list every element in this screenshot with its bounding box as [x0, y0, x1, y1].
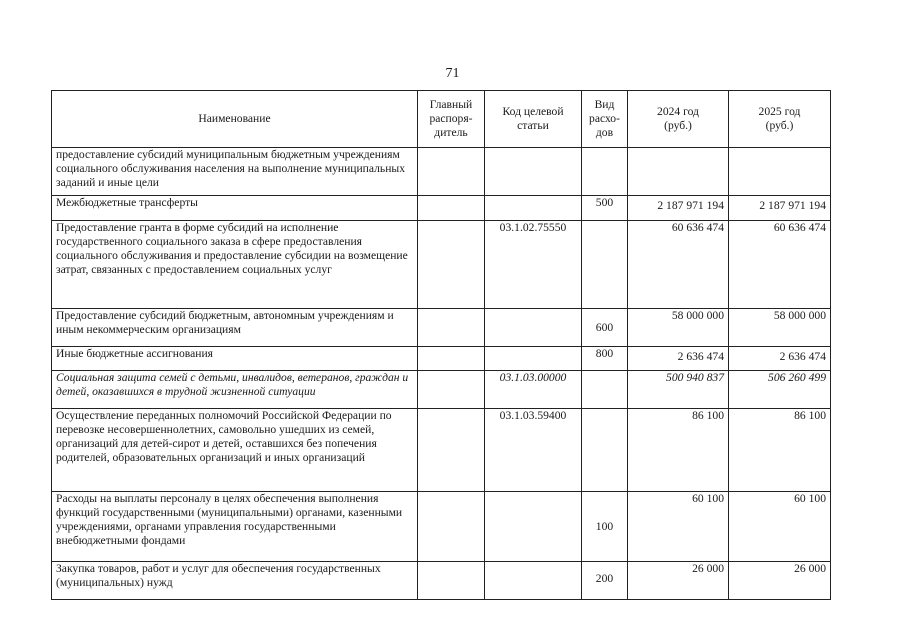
row-code	[485, 309, 582, 347]
row-type: 200	[582, 562, 628, 600]
row-type	[582, 148, 628, 196]
row-code: 03.1.02.75550	[485, 221, 582, 309]
page-number: 71	[445, 66, 460, 81]
table-row	[52, 562, 831, 600]
row-name: Иные бюджетные ассигнования	[52, 347, 418, 371]
row-code: 03.1.03.00000	[485, 371, 582, 409]
row-name: Закупка товаров, работ и услуг для обеспечения государственных (муниципальных) нужд	[52, 562, 418, 600]
row-manager	[418, 221, 485, 309]
row-code	[485, 492, 582, 562]
row-manager	[418, 409, 485, 492]
row-code	[485, 196, 582, 221]
row-2025: 2 636 474	[729, 347, 831, 371]
table-row	[52, 371, 831, 409]
row-name: Расходы на выплаты персоналу в целях обеспечения выполнения функций государственными (муниципальными) органами, казенными учреждениями, органами управления государственными внебюджетными фондами	[52, 492, 418, 562]
row-type: 100	[582, 492, 628, 562]
row-2025: 26 000	[729, 562, 831, 600]
row-2025: 2 187 971 194	[729, 196, 831, 221]
header-2025: 2025 год (руб.)	[729, 91, 831, 148]
header-code: Код целевой статьи	[485, 91, 582, 148]
row-manager	[418, 347, 485, 371]
row-2025: 60 636 474	[729, 221, 831, 309]
row-2025: 86 100	[729, 409, 831, 492]
row-2025: 58 000 000	[729, 309, 831, 347]
table-row	[52, 409, 831, 492]
row-name: Осуществление переданных полномочий Российской Федерации по перевозке несовершеннолетних, самовольно ушедших из семей, организаций для детей-сирот и детей, оставшихся без попечения родителей, образовательных организаций и иных организаций	[52, 409, 418, 492]
row-name: Предоставление субсидий бюджетным, автономным учреждениям и иным некоммерческим организациям	[52, 309, 418, 347]
row-type	[582, 221, 628, 309]
row-code	[485, 347, 582, 371]
row-name: предоставление субсидий муниципальным бюджетным учреждениям социального обслуживания населения на выполнение муниципальных заданий и иные цели	[52, 148, 418, 196]
table-row	[52, 148, 831, 196]
row-type: 800	[582, 347, 628, 371]
row-manager	[418, 371, 485, 409]
header-name: Наименование	[52, 91, 418, 148]
table-row	[52, 492, 831, 562]
row-2024: 58 000 000	[628, 309, 729, 347]
row-2024: 2 187 971 194	[628, 196, 729, 221]
header-type: Вид расхо- дов	[582, 91, 628, 148]
row-type: 500	[582, 196, 628, 221]
row-2024	[628, 148, 729, 196]
table-row	[52, 309, 831, 347]
row-manager	[418, 562, 485, 600]
budget-table	[51, 90, 831, 600]
table-header-row	[52, 91, 831, 148]
row-name: Межбюджетные трансферты	[52, 196, 418, 221]
row-2024: 60 100	[628, 492, 729, 562]
row-2024: 500 940 837	[628, 371, 729, 409]
row-manager	[418, 196, 485, 221]
row-2024: 26 000	[628, 562, 729, 600]
table-row	[52, 347, 831, 371]
row-name: Предоставление гранта в форме субсидий на исполнение государственного социального заказа в сфере предоставления социального обслуживания и предоставление субсидии на возмещение затрат, связанных с предоставлением социальных услуг	[52, 221, 418, 309]
row-manager	[418, 492, 485, 562]
row-2024: 86 100	[628, 409, 729, 492]
row-2024: 2 636 474	[628, 347, 729, 371]
row-2024: 60 636 474	[628, 221, 729, 309]
row-2025: 60 100	[729, 492, 831, 562]
row-manager	[418, 309, 485, 347]
row-type	[582, 371, 628, 409]
row-type: 600	[582, 309, 628, 347]
table-row	[52, 196, 831, 221]
row-2025	[729, 148, 831, 196]
table-row	[52, 221, 831, 309]
row-type	[582, 409, 628, 492]
row-code	[485, 148, 582, 196]
row-code: 03.1.03.59400	[485, 409, 582, 492]
row-manager	[418, 148, 485, 196]
header-2024: 2024 год (руб.)	[628, 91, 729, 148]
row-2025: 506 260 499	[729, 371, 831, 409]
header-manager: Главный распоря- дитель	[418, 91, 485, 148]
row-name: Социальная защита семей с детьми, инвалидов, ветеранов, граждан и детей, оказавшихся в трудной жизненной ситуации	[52, 371, 418, 409]
row-code	[485, 562, 582, 600]
